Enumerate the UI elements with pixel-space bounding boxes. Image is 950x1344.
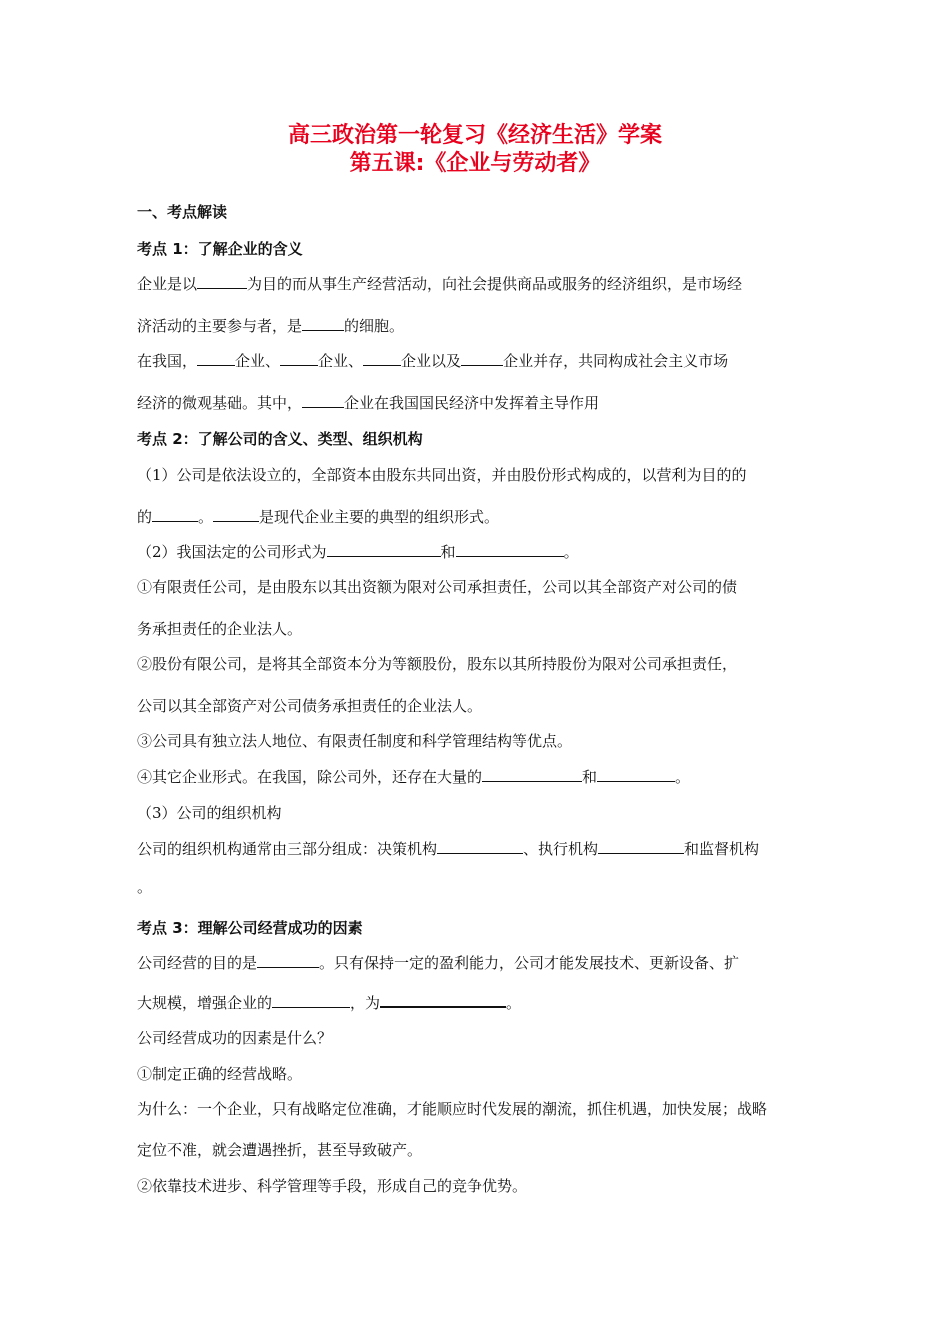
paragraph: ②股份有限公司，是将其全部资本分为等额股份，股东以其所持股份为限对公司承担责任， <box>137 655 738 673</box>
paragraph: （2）我国法定的公司形式为 和 。 <box>137 543 579 561</box>
paragraph: 公司经营成功的因素是什么？ <box>137 1029 333 1047</box>
fill-blank[interactable] <box>257 953 319 968</box>
paragraph: （1）公司是依法设立的，全部资本由股东共同出资，并由股份形式构成的，以营利为目的的 <box>137 466 747 484</box>
paragraph: （3）公司的组织机构 <box>137 804 282 822</box>
paragraph: 企业是以 为目的而从事生产经营活动，向社会提供商品或服务的经济组织，是市场经 <box>137 275 743 293</box>
fill-blank[interactable] <box>461 351 503 366</box>
paragraph: 经济的微观基础。其中， 企业在我国国民经济中发挥着主导作用 <box>137 394 600 412</box>
paragraph: ④其它企业形式。在我国，除公司外，还存在大量的 和 。 <box>137 768 691 786</box>
fill-blank[interactable] <box>597 767 675 782</box>
paragraph: ③公司具有独立法人地位、有限责任制度和科学管理结构等优点。 <box>137 732 573 750</box>
paragraph: 大规模，增强企业的 ，为 。 <box>137 994 522 1012</box>
fill-blank[interactable] <box>280 351 318 366</box>
fill-blank[interactable] <box>302 316 344 331</box>
paragraph: ②依靠技术进步、科学管理等手段，形成自己的竞争优势。 <box>137 1177 528 1195</box>
point2-heading: 考点 2：了解公司的含义、类型、组织机构 <box>137 430 423 448</box>
fill-blank[interactable] <box>327 542 441 557</box>
paragraph: ①制定正确的经营战略。 <box>137 1065 303 1083</box>
fill-blank[interactable] <box>456 542 564 557</box>
fill-blank[interactable] <box>380 992 506 1008</box>
paragraph: 在我国， 企业、 企业、 企业以及 企业并存，共同构成社会主义市场 <box>137 352 729 370</box>
fill-blank[interactable] <box>197 351 235 366</box>
paragraph: 为什么：一个企业，只有战略定位准确，才能顺应时代发展的潮流，抓住机遇，加快发展；战略 <box>137 1100 768 1118</box>
paragraph: 公司以其全部资产对公司债务承担责任的企业法人。 <box>137 697 483 715</box>
paragraph: 定位不准，就会遭遇挫折，甚至导致破产。 <box>137 1141 423 1159</box>
paragraph: 公司经营的目的是 。只有保持一定的盈利能力，公司才能发展技术、更新设备、扩 <box>137 954 740 972</box>
fill-blank[interactable] <box>437 839 523 854</box>
paragraph: 济活动的主要参与者，是 的细胞。 <box>137 317 405 335</box>
fill-blank[interactable] <box>363 351 401 366</box>
paragraph: 公司的组织机构通常由三部分组成：决策机构 、执行机构 和监督机构 <box>137 840 760 858</box>
document-title: 高三政治第一轮复习《经济生活》学案 <box>287 123 662 148</box>
fill-blank[interactable] <box>213 507 259 522</box>
fill-blank[interactable] <box>272 993 350 1008</box>
fill-blank[interactable] <box>197 274 247 289</box>
fill-blank[interactable] <box>598 839 684 854</box>
paragraph: 务承担责任的企业法人。 <box>137 620 303 638</box>
paragraph: 。 <box>137 878 153 896</box>
fill-blank[interactable] <box>482 767 582 782</box>
document-subtitle: 第五课:《企业与劳动者》 <box>349 151 601 176</box>
point1-heading: 考点 1：了解企业的含义 <box>137 240 303 258</box>
paragraph: 的 。 是现代企业主要的典型的组织形式。 <box>137 508 500 526</box>
fill-blank[interactable] <box>152 507 198 522</box>
paragraph: ①有限责任公司，是由股东以其出资额为限对公司承担责任，公司以其全部资产对公司的债 <box>137 578 738 596</box>
point3-heading: 考点 3：理解公司经营成功的因素 <box>137 919 363 937</box>
section-heading: 一、考点解读 <box>137 203 228 221</box>
fill-blank[interactable] <box>302 393 344 408</box>
